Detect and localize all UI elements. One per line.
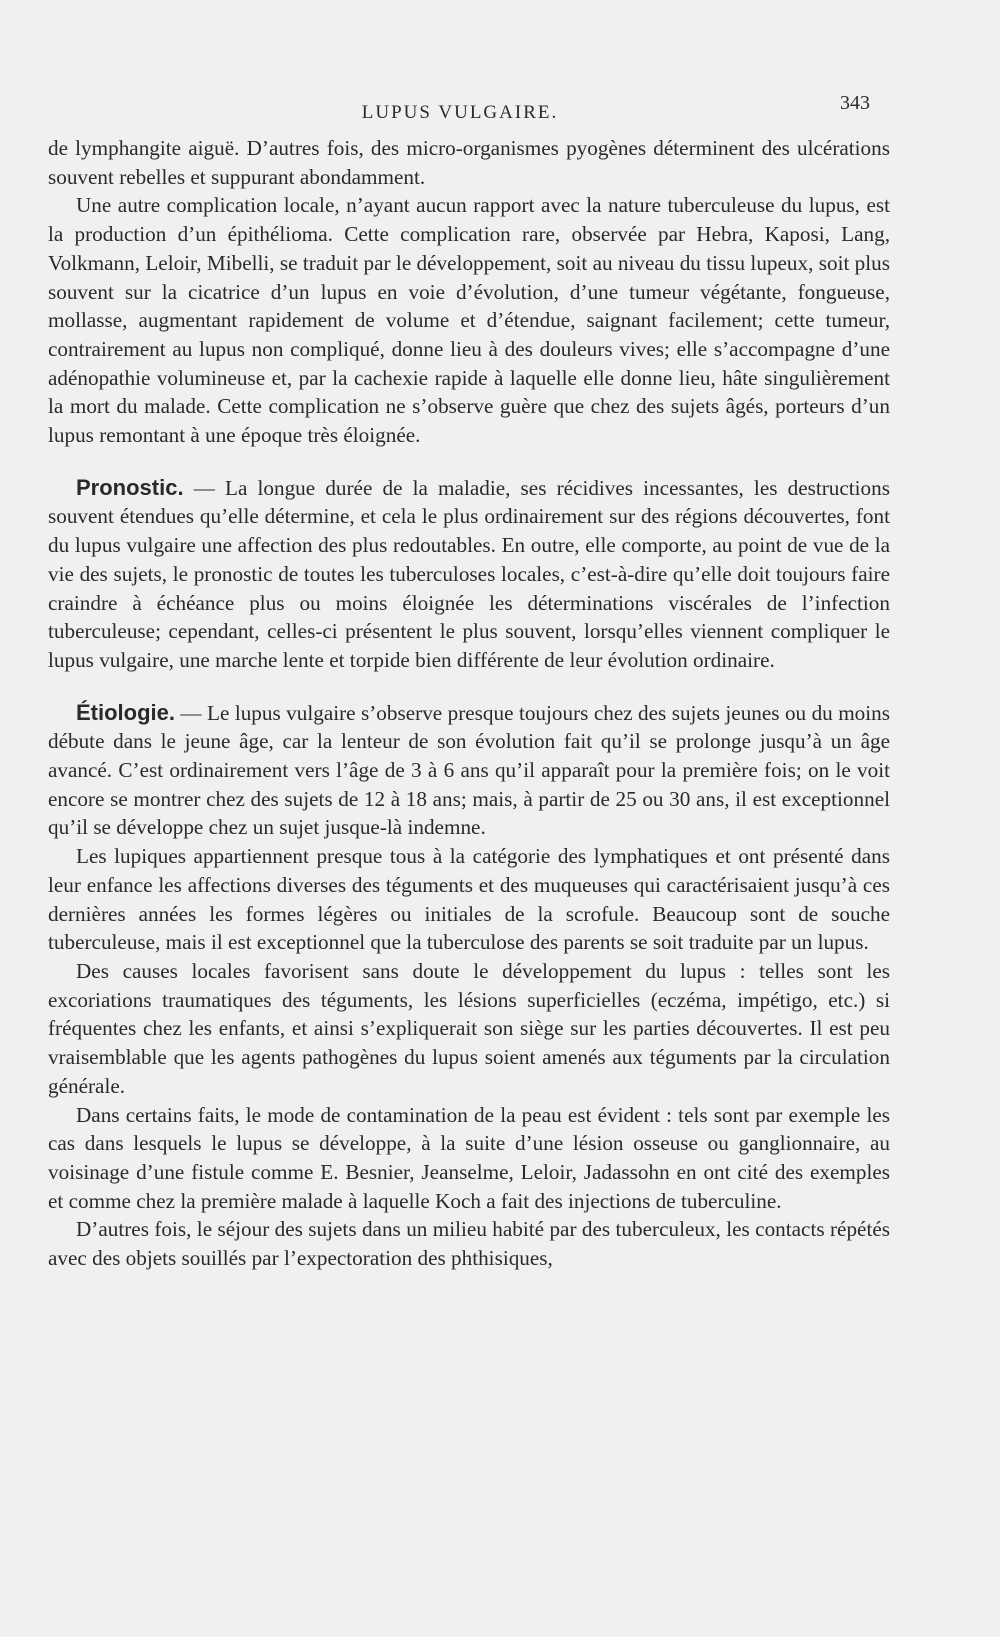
running-title: LUPUS VULGAIRE. [361,102,559,123]
etiologie-text: — Le lupus vulgaire s’observe presque toujours chez des sujets jeunes ou du moins débute dans le jeune âge, car la lenteur de son évolution fait qu’il se prolonge jusqu’à un âge avancé. C’est ordinairement vers l’âge de 3 à 6 ans qu’il apparaît pour la première fois; on le voit encore se montrer chez des sujets de 12 à 18 ans; mais, à partir de 25 ou 30 ans, il est exceptionnel qu’il se développe chez un sujet jusque-là indemne. [48,700,890,840]
paragraph: Les lupiques appartiennent presque tous à la catégorie des lymphatiques et ont présenté dans leur enfance les affections diverses des téguments et des muqueuses qui caractérisaient jusqu’à ces dernières années les formes légères ou initiales de la scrofule. Beaucoup sont de souche tuberculeuse, mais il est exceptionnel que la tuberculose des parents se soit traduite par un lupus. [48,844,890,955]
pronostic-paragraph [48,474,890,675]
paragraph: Une autre complication locale, n’ayant aucun rapport avec la nature tuberculeuse du lupus, est la production d’un épithélioma. Cette complication rare, observée par Hebra, Kaposi, Lang, Volkmann, Leloir, Mibelli, se traduit par le développement, soit au niveau du tissu lupeux, soit plus souvent sur la cicatrice d’un lupus en voie d’évolution, d’une tumeur végétante, fongueuse, mollasse, augmentant rapidement de volume et d’étendue, saignant facilement; cette tumeur, contrairement au lupus non compliqué, donne lieu à des douleurs vives; elle s’accompagne d’une adénopathie volumineuse et, par la cachexie rapide à laquelle elle donne lieu, hâte singulièrement la mort du malade. Cette complication ne s’observe guère que chez des sujets âgés, porteurs d’un lupus remontant à une époque très éloignée. [48,193,890,448]
section-heading-pronostic: Pronostic. [76,474,184,500]
pronostic-text: — La longue durée de la maladie, ses récidives incessantes, les destructions souvent étendues qu’elle détermine, et cela le plus ordinairement sur des régions découvertes, font du lupus vulgaire une affection des plus redoutables. En outre, elle comporte, au point de vue de la vie des sujets, le pronostic de toutes les tuberculoses locales, c’est-à-dire qu’elle doit toujours faire craindre à échéance plus ou moins éloignée les déterminations viscérales de l’infection tuberculeuse; cependant, celles-ci présentent le plus souvent, lorsqu’elles viennent compliquer le lupus vulgaire, une marche lente et torpide bien différente de leur évolution ordinaire. [48,475,890,672]
body-text [48,134,890,1273]
page-number: 343 [840,92,870,114]
paragraph: Dans certains faits, le mode de contamination de la peau est évident : tels sont par exemple les cas dans lesquels le lupus se développe, à la suite d’une lésion osseuse ou ganglionnaire, au voisinage d’une fistule comme E. Besnier, Jeanselme, Leloir, Jadassohn en ont cité des exemples et comme chez la première malade à laquelle Koch a fait des injections de tuberculine. [48,1102,890,1213]
paragraph: Des causes locales favorisent sans doute le développement du lupus : telles sont les excoriations traumatiques des téguments, les lésions superficielles (eczéma, impétigo, etc.) si fréquentes chez les enfants, et ainsi s’expliquerait son siège sur les parties découvertes. Il est peu vraisemblable que les agents pathogènes du lupus soient amenés aux téguments par la circulation générale. [48,958,890,1098]
page-header [50,92,870,132]
paragraph: de lymphangite aiguë. D’autres fois, des micro-organismes pyogènes déterminent des ulcérations souvent rebelles et suppurant abondamment. [48,136,890,189]
paragraph: D’autres fois, le séjour des sujets dans un milieu habité par des tuberculeux, les contacts répétés avec des objets souillés par l’expectoration des phthisiques, [48,1217,890,1271]
section-heading-etiologie: Étiologie. [76,699,175,725]
etiologie-paragraph [48,699,890,843]
